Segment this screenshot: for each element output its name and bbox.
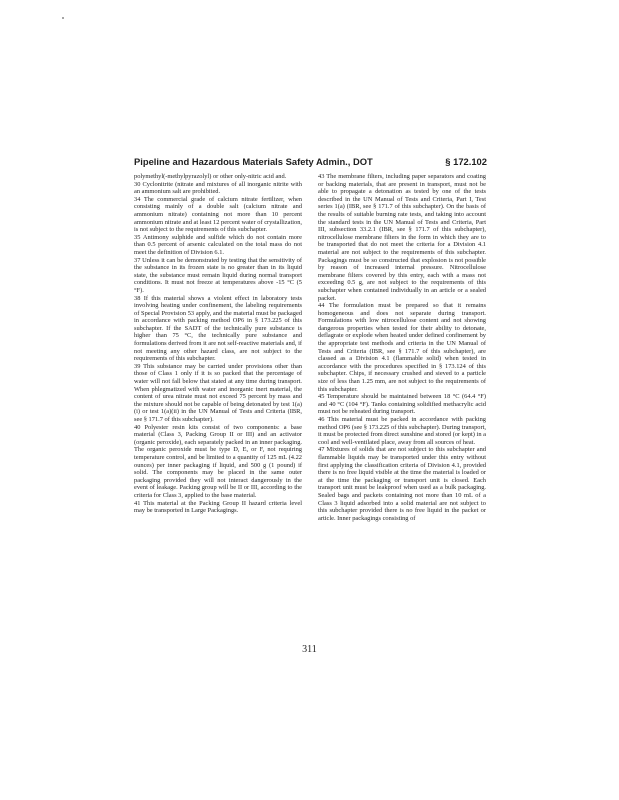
left-paragraph: 35 Antimony sulphide and sulfide which do not contain more than 0.5 percent of arsenic calculated on the total mass do not meet the definition of Division 6.1. [134, 233, 302, 256]
running-header [134, 156, 487, 170]
left-paragraph: 37 Unless it can be demonstrated by testing that the sensitivity of the substance in its frozen state is no greater than in its liquid state, the substance must remain liquid during normal transport conditions. It must not freeze at temperatures above -15 °C (5 °F). [134, 256, 302, 294]
right-paragraph: 45 Temperature should be maintained between 18 °C (64.4 °F) and 40 °C (104 °F). Tanks containing solidified methacrylic acid must not be reheated during transport. [318, 393, 486, 416]
header-section: § 172.102 [445, 156, 487, 167]
left-paragraph: 30 Cyclonitrite (nitrate and mixtures of all inorganic nitrite with an ammonium salt are prohibited. [134, 180, 302, 196]
right-paragraph: 47 Mixtures of solids that are not subject to this subchapter and flammable liquids may be transported under this entry without first applying the classification criteria of Division 4.1, provided there is no free liquid visible at the time the material is loaded or at the time the packaging or transport unit is closed. Each transport unit must be leakproof when used as a bulk packaging. Sealed bags and packets containing not more than 10 mL of a Class 3 liquid adsorbed into a solid material are not subject to this subchapter provided there is no free liquid in the packet or article. Inner packagings consisting of [318, 446, 486, 522]
scan-artifact [62, 17, 64, 19]
right-paragraph: 43 The membrane filters, including paper separators and coating or backing materials, that are present in transport, must not be able to propagate a detonation as tested by one of the tests described in the UN Manual of Tests and Criteria, Part I, Test series 1(a) (IBR, see § 171.7 of this subchapter). On the basis of the results of suitable burning rate tests, and taking into account the standard tests in the UN Manual of Tests and Criteria, Part III, subsection 33.2.1 (IBR, see § 171.7 of this subchapter), nitrocellulose membrane filters in the form in which they are to be transported that do not meet the criteria for a Division 4.1 material are not subject to the requirements of this subchapter. Packagings must be so constructed that explosion is not possible by reason of increased internal pressure. Nitrocellulose membrane filters covered by this entry, each with a mass not exceeding 0.5 g, are not subject to the requirements of this subchapter when contained individually in an article or a sealed packet. [318, 173, 486, 302]
right-paragraph: 46 This material must be packed in accordance with packing method OP6 (see § 173.225 of this subchapter). During transport, it must be protected from direct sunshine and stored (or kept) in a cool and well-ventilated place, away from all sources of heat. [318, 416, 486, 446]
left-paragraph: polymethyl(-methylpyrazolyl) or other only-nitric acid and. [134, 173, 287, 180]
left-column [134, 173, 302, 515]
left-paragraph: 40 Polyester resin kits consist of two components: a base material (Class 3, Packing Group II or III) and an activator (organic peroxide), each separately packed in an inner packaging. The organic peroxide must be type D, E, or F, not requiring temperature control, and be limited to a quantity of 125 mL (4.22 ounces) per inner packaging if liquid, and 500 g (1 pound) if solid. The components may be placed in the same outer packaging provided they will not interact dangerously in the event of leakage. Packing group will be II or III, according to the criteria for Class 3, applied to the base material. [134, 423, 302, 499]
left-paragraph: 34 The commercial grade of calcium nitrate fertilizer, when consisting mainly of a double salt (calcium nitrate and ammonium nitrate) containing not more than 10 percent ammonium nitrate and at least 12 percent water of crystallization, is not subject to the requirements of this subchapter. [134, 195, 302, 234]
right-column [318, 173, 486, 522]
left-paragraph: 41 This material at the Packing Group II hazard criteria level may be transported in Large Packagings. [134, 499, 302, 515]
left-paragraph: 39 This substance may be carried under provisions other than those of Class 1 only if it is so packed that the percentage of water will not fall below that stated at any time during transport. When phlegmatized with water and inorganic inert material, the content of urea nitrate must not exceed 75 percent by mass and the mixture should not be capable of being detonated by test 1(a)(i) or test 1(a)(ii) in the UN Manual of Tests and Criteria (IBR, see § 171.7 of this subchapter). [134, 362, 302, 423]
right-paragraph: 44 The formulation must be prepared so that it remains homogeneous and does not separate during transport. Formulations with low nitrocellulose content and not showing dangerous properties when tested for their ability to detonate, deflagrate or explode when heated under defined confinement by the appropriate test methods and criteria in the UN Manual of Tests and Criteria (IBR, see § 171.7 of this subchapter), are classed as a Division 4.1 (flammable solid) when tested in accordance with the procedures specified in § 173.124 of this subchapter. Chips, if necessary crushed and sieved to a particle size of less than 1.25 mm, are not subject to the requirements of this subchapter. [318, 302, 486, 393]
page-number: 311 [302, 644, 317, 655]
header-title: Pipeline and Hazardous Materials Safety Admin., DOT [134, 156, 373, 167]
left-paragraph: 38 If this material shows a violent effect in laboratory tests involving heating under confinement, the labeling requirements of Special Provision 53 apply, and the material must be packaged in accordance with packing method OP6 in § 173.225 of this subchapter. If the SADT of the technically pure substance is higher than 75 °C, the technically pure substance and formulations derived from it are not self-reactive materials and, if not meeting any other hazard class, are not subject to the requirements of this subchapter. [134, 294, 302, 363]
